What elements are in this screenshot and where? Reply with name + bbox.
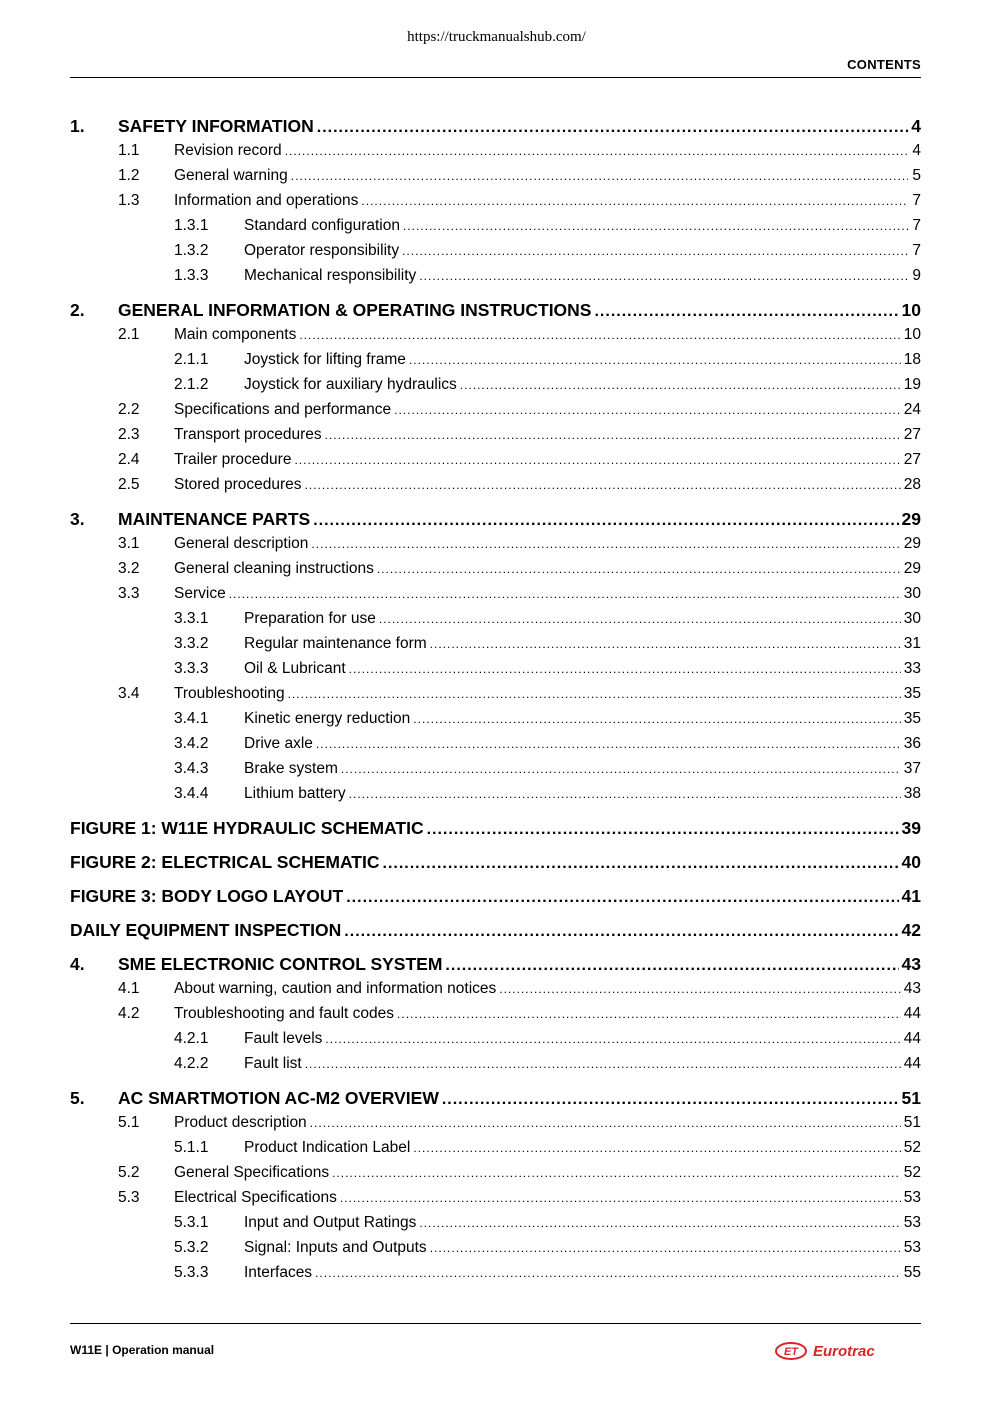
toc-title: Specifications and performance	[174, 401, 392, 418]
toc-number: 5.2	[118, 1164, 140, 1181]
toc-title: SAFETY INFORMATION	[118, 116, 314, 136]
toc-title: Fault levels	[244, 1030, 323, 1047]
toc-leader-dots	[430, 1239, 901, 1257]
toc-entry-3[interactable]	[70, 509, 921, 533]
toc-page-number: 30	[903, 585, 921, 602]
toc-leader-dots	[305, 476, 901, 494]
toc-leader-dots	[288, 685, 901, 703]
toc-page-number: 5	[912, 167, 921, 184]
toc-entry-5-3-2[interactable]	[70, 1239, 921, 1261]
toc-page-number: 7	[912, 192, 921, 209]
toc-page-number: 27	[903, 426, 921, 443]
toc-entry-figure-2-electrical-schematic[interactable]	[70, 852, 921, 876]
toc-number: 3.3.3	[174, 660, 209, 677]
toc-title: MAINTENANCE PARTS	[118, 509, 311, 529]
toc-leader-dots	[403, 217, 908, 235]
toc-entry-3-3[interactable]	[70, 585, 921, 607]
toc-number: 2.4	[118, 451, 140, 468]
toc-title: Product Indication Label	[244, 1139, 411, 1156]
toc-entry-2-1[interactable]	[70, 326, 921, 348]
toc-leader-dots	[445, 954, 898, 975]
toc-title: Mechanical responsibility	[244, 267, 417, 284]
toc-page-number: 39	[901, 818, 921, 838]
toc-page-number: 10	[903, 326, 921, 343]
toc-leader-dots	[317, 116, 908, 137]
toc-title: Joystick for lifting frame	[244, 351, 406, 368]
toc-number: 3.3.2	[174, 635, 209, 652]
toc-title: Troubleshooting	[174, 685, 285, 702]
toc-leader-dots	[383, 852, 899, 873]
toc-entry-1-3-2[interactable]	[70, 242, 921, 264]
toc-entry-2-1-1[interactable]	[70, 351, 921, 373]
toc-leader-dots	[315, 1264, 901, 1282]
toc-page-number: 30	[903, 610, 921, 627]
toc-entry-5-2[interactable]	[70, 1164, 921, 1186]
toc-title: Electrical Specifications	[174, 1189, 337, 1206]
toc-leader-dots	[285, 142, 908, 160]
toc-leader-dots	[397, 1005, 901, 1023]
toc-title: General warning	[174, 167, 288, 184]
toc-number: 2.3	[118, 426, 140, 443]
toc-title: GENERAL INFORMATION & OPERATING INSTRUCTIONS	[118, 300, 592, 320]
toc-number: 1.2	[118, 167, 140, 184]
toc-title: General Specifications	[174, 1164, 330, 1181]
toc-leader-dots	[419, 1214, 900, 1232]
toc-leader-dots	[499, 980, 900, 998]
toc-page-number: 27	[903, 451, 921, 468]
toc-title: General cleaning instructions	[174, 560, 374, 577]
toc-leader-dots	[325, 426, 901, 444]
toc-leader-dots	[430, 635, 901, 653]
toc-number: 1.3.3	[174, 267, 209, 284]
toc-leader-dots	[402, 242, 908, 260]
toc-page-number: 7	[912, 242, 921, 259]
toc-page-number: 4	[912, 142, 921, 159]
toc-number: 3.	[70, 509, 85, 529]
toc-leader-dots	[299, 326, 900, 344]
toc-entry-3-4-4[interactable]	[70, 785, 921, 807]
toc-entry-1-3[interactable]	[70, 192, 921, 214]
toc-leader-dots	[346, 886, 898, 907]
toc-page-number: 51	[901, 1088, 921, 1108]
toc-number: 3.2	[118, 560, 140, 577]
toc-entry-5-3-1[interactable]	[70, 1214, 921, 1236]
toc-leader-dots	[305, 1055, 901, 1073]
toc-entry-4-2-2[interactable]	[70, 1055, 921, 1077]
toc-leader-dots	[340, 1189, 901, 1207]
eurotrac-logo	[775, 1339, 925, 1363]
toc-page-number: 19	[903, 376, 921, 393]
toc-number: 2.1	[118, 326, 140, 343]
toc-entry-5[interactable]	[70, 1088, 921, 1112]
toc-page-number: 4	[911, 116, 921, 136]
toc-number: 5.1	[118, 1114, 140, 1131]
toc-page-number: 9	[912, 267, 921, 284]
toc-page-number: 43	[901, 954, 921, 974]
toc-leader-dots	[344, 920, 898, 941]
toc-page-number: 18	[903, 351, 921, 368]
footer-doc-label	[70, 1343, 214, 1357]
toc-number: 4.2	[118, 1005, 140, 1022]
toc-number: 3.4.2	[174, 735, 209, 752]
toc-entry-1-3-1[interactable]	[70, 217, 921, 239]
toc-number: 3.4	[118, 685, 140, 702]
source-url: https://truckmanualshub.com/	[407, 29, 586, 45]
toc-leader-dots	[349, 660, 901, 678]
toc-page-number: 37	[903, 760, 921, 777]
toc-title: Signal: Inputs and Outputs	[244, 1239, 427, 1256]
toc-entry-3-4-2[interactable]	[70, 735, 921, 757]
toc-page-number: 44	[903, 1005, 921, 1022]
toc-page-number: 52	[903, 1164, 921, 1181]
toc-title: About warning, caution and information notices	[174, 980, 497, 997]
toc-entry-5-1[interactable]	[70, 1114, 921, 1136]
toc-entry-2-5[interactable]	[70, 476, 921, 498]
toc-number: 2.1.1	[174, 351, 209, 368]
toc-entry-3-3-1[interactable]	[70, 610, 921, 632]
toc-number: 4.2.1	[174, 1030, 209, 1047]
toc-entry-3-4-3[interactable]	[70, 760, 921, 782]
toc-title: Interfaces	[244, 1264, 313, 1281]
logo-mark-text: ET	[783, 1346, 799, 1358]
toc-entry-3-4[interactable]	[70, 685, 921, 707]
toc-page-number: 55	[903, 1264, 921, 1281]
toc-page-number: 10	[901, 300, 921, 320]
toc-title: Main components	[174, 326, 297, 343]
toc-entry-2[interactable]	[70, 300, 921, 324]
toc-entry-5-3-3[interactable]	[70, 1264, 921, 1286]
toc-title: Standard configuration	[244, 217, 400, 234]
toc-entry-1-2[interactable]	[70, 167, 921, 189]
toc-leader-dots	[413, 710, 900, 728]
toc-page-number: 44	[903, 1030, 921, 1047]
toc-leader-dots	[409, 351, 901, 369]
toc-page-number: 29	[903, 560, 921, 577]
toc-leader-dots	[316, 735, 901, 753]
toc-leader-dots	[413, 1139, 900, 1157]
toc-entry-3-1[interactable]	[70, 535, 921, 557]
toc-title: Revision record	[174, 142, 282, 159]
toc-leader-dots	[419, 267, 908, 285]
toc-title: Fault list	[244, 1055, 302, 1072]
toc-number: 1.3	[118, 192, 140, 209]
toc-page-number: 24	[903, 401, 921, 418]
toc-leader-dots	[361, 192, 908, 210]
toc-number: 3.4.4	[174, 785, 209, 802]
toc-title: AC SMARTMOTION AC-M2 OVERVIEW	[118, 1088, 439, 1108]
toc-title: Product description	[174, 1114, 307, 1131]
toc-title: DAILY EQUIPMENT INSPECTION	[70, 920, 342, 940]
toc-leader-dots	[325, 1030, 900, 1048]
toc-leader-dots	[442, 1088, 899, 1109]
toc-leader-dots	[229, 585, 901, 603]
toc-number: 3.3.1	[174, 610, 209, 627]
toc-entry-5-3[interactable]	[70, 1189, 921, 1211]
toc-leader-dots	[313, 509, 898, 530]
toc-number: 5.	[70, 1088, 85, 1108]
toc-leader-dots	[291, 167, 908, 185]
toc-page-number: 43	[903, 980, 921, 997]
toc-page-number: 52	[903, 1139, 921, 1156]
toc-leader-dots	[460, 376, 901, 394]
toc-number: 3.1	[118, 535, 140, 552]
toc-leader-dots	[427, 818, 899, 839]
toc-title: Preparation for use	[244, 610, 376, 627]
toc-number: 2.2	[118, 401, 140, 418]
toc-title: Information and operations	[174, 192, 359, 209]
toc-leader-dots	[310, 1114, 901, 1132]
toc-number: 2.5	[118, 476, 140, 493]
toc-page-number: 44	[903, 1055, 921, 1072]
page-section-title: CONTENTS	[847, 57, 921, 72]
toc-leader-dots	[294, 451, 900, 469]
toc-entry-3-4-1[interactable]	[70, 710, 921, 732]
toc-page-number: 29	[901, 509, 921, 529]
toc-entry-3-2[interactable]	[70, 560, 921, 582]
toc-number: 5.3.2	[174, 1239, 209, 1256]
toc-title: Oil & Lubricant	[244, 660, 346, 677]
toc-number: 3.4.3	[174, 760, 209, 777]
toc-page-number: 42	[901, 920, 921, 940]
toc-leader-dots	[341, 760, 901, 778]
toc-entry-1-3-3[interactable]	[70, 267, 921, 289]
toc-page-number: 53	[903, 1239, 921, 1256]
toc-page-number: 53	[903, 1214, 921, 1231]
footer-separator: |	[105, 1343, 109, 1357]
toc-title: FIGURE 2: ELECTRICAL SCHEMATIC	[70, 852, 380, 872]
toc-page-number: 38	[903, 785, 921, 802]
toc-number: 3.3	[118, 585, 140, 602]
toc-title: FIGURE 1: W11E HYDRAULIC SCHEMATIC	[70, 818, 424, 838]
toc-entry-2-3[interactable]	[70, 426, 921, 448]
toc-leader-dots	[379, 610, 901, 628]
toc-title: Service	[174, 585, 226, 602]
toc-number: 4.1	[118, 980, 140, 997]
toc-leader-dots	[394, 401, 901, 419]
toc-number: 1.	[70, 116, 85, 136]
toc-title: Operator responsibility	[244, 242, 400, 259]
toc-title: Lithium battery	[244, 785, 346, 802]
toc-entry-4-2[interactable]	[70, 1005, 921, 1027]
toc-title: FIGURE 3: BODY LOGO LAYOUT	[70, 886, 344, 906]
toc-leader-dots	[594, 300, 898, 321]
toc-entry-4[interactable]	[70, 954, 921, 978]
toc-page-number: 35	[903, 710, 921, 727]
toc-page-number: 7	[912, 217, 921, 234]
toc-entry-2-1-2[interactable]	[70, 376, 921, 398]
toc-title: General description	[174, 535, 309, 552]
toc-number: 5.3.1	[174, 1214, 209, 1231]
toc-number: 1.3.1	[174, 217, 209, 234]
toc-number: 2.	[70, 300, 85, 320]
toc-title: Brake system	[244, 760, 338, 777]
toc-title: Trailer procedure	[174, 451, 292, 468]
toc-page-number: 51	[903, 1114, 921, 1131]
toc-entry-2-2[interactable]	[70, 401, 921, 423]
toc-title: Joystick for auxiliary hydraulics	[244, 376, 457, 393]
toc-title: Drive axle	[244, 735, 313, 752]
toc-entry-5-1-1[interactable]	[70, 1139, 921, 1161]
toc-number: 5.3	[118, 1189, 140, 1206]
toc-number: 1.1	[118, 142, 140, 159]
toc-page-number: 41	[901, 886, 921, 906]
toc-page-number: 33	[903, 660, 921, 677]
footer-divider	[70, 1323, 921, 1324]
toc-number: 4.2.2	[174, 1055, 209, 1072]
toc-title: SME ELECTRONIC CONTROL SYSTEM	[118, 954, 443, 974]
toc-leader-dots	[349, 785, 901, 803]
toc-title: Stored procedures	[174, 476, 302, 493]
toc-entry-1[interactable]	[70, 116, 921, 140]
toc-page-number: 31	[903, 635, 921, 652]
toc-entry-4-1[interactable]	[70, 980, 921, 1002]
toc-page-number: 28	[903, 476, 921, 493]
toc-number: 5.1.1	[174, 1139, 209, 1156]
toc-title: Transport procedures	[174, 426, 322, 443]
toc-entry-3-3-3[interactable]	[70, 660, 921, 682]
toc-page-number: 53	[903, 1189, 921, 1206]
toc-number: 3.4.1	[174, 710, 209, 727]
logo-wordmark: Eurotrac	[813, 1343, 875, 1360]
toc-entry-figure-1-w11e-hydraulic-schematic[interactable]	[70, 818, 921, 842]
toc-title: Input and Output Ratings	[244, 1214, 417, 1231]
toc-number: 5.3.3	[174, 1264, 209, 1281]
toc-title: Regular maintenance form	[244, 635, 427, 652]
toc-leader-dots	[311, 535, 900, 553]
toc-entry-daily-equipment-inspection[interactable]	[70, 920, 921, 944]
toc-leader-dots	[377, 560, 901, 578]
footer-model: W11E	[70, 1343, 103, 1357]
toc-page-number: 36	[903, 735, 921, 752]
toc-number: 2.1.2	[174, 376, 209, 393]
toc-number: 4.	[70, 954, 85, 974]
toc-title: Kinetic energy reduction	[244, 710, 411, 727]
toc-entry-1-1[interactable]	[70, 142, 921, 164]
toc-entry-2-4[interactable]	[70, 451, 921, 473]
toc-entry-4-2-1[interactable]	[70, 1030, 921, 1052]
toc-page-number: 40	[901, 852, 921, 872]
toc-page-number: 35	[903, 685, 921, 702]
toc-leader-dots	[332, 1164, 901, 1182]
toc-entry-figure-3-body-logo-layout[interactable]	[70, 886, 921, 910]
toc-title: Troubleshooting and fault codes	[174, 1005, 395, 1022]
toc-number: 1.3.2	[174, 242, 209, 259]
toc-page-number: 29	[903, 535, 921, 552]
toc-entry-3-3-2[interactable]	[70, 635, 921, 657]
footer-manual-title: Operation manual	[112, 1343, 215, 1357]
